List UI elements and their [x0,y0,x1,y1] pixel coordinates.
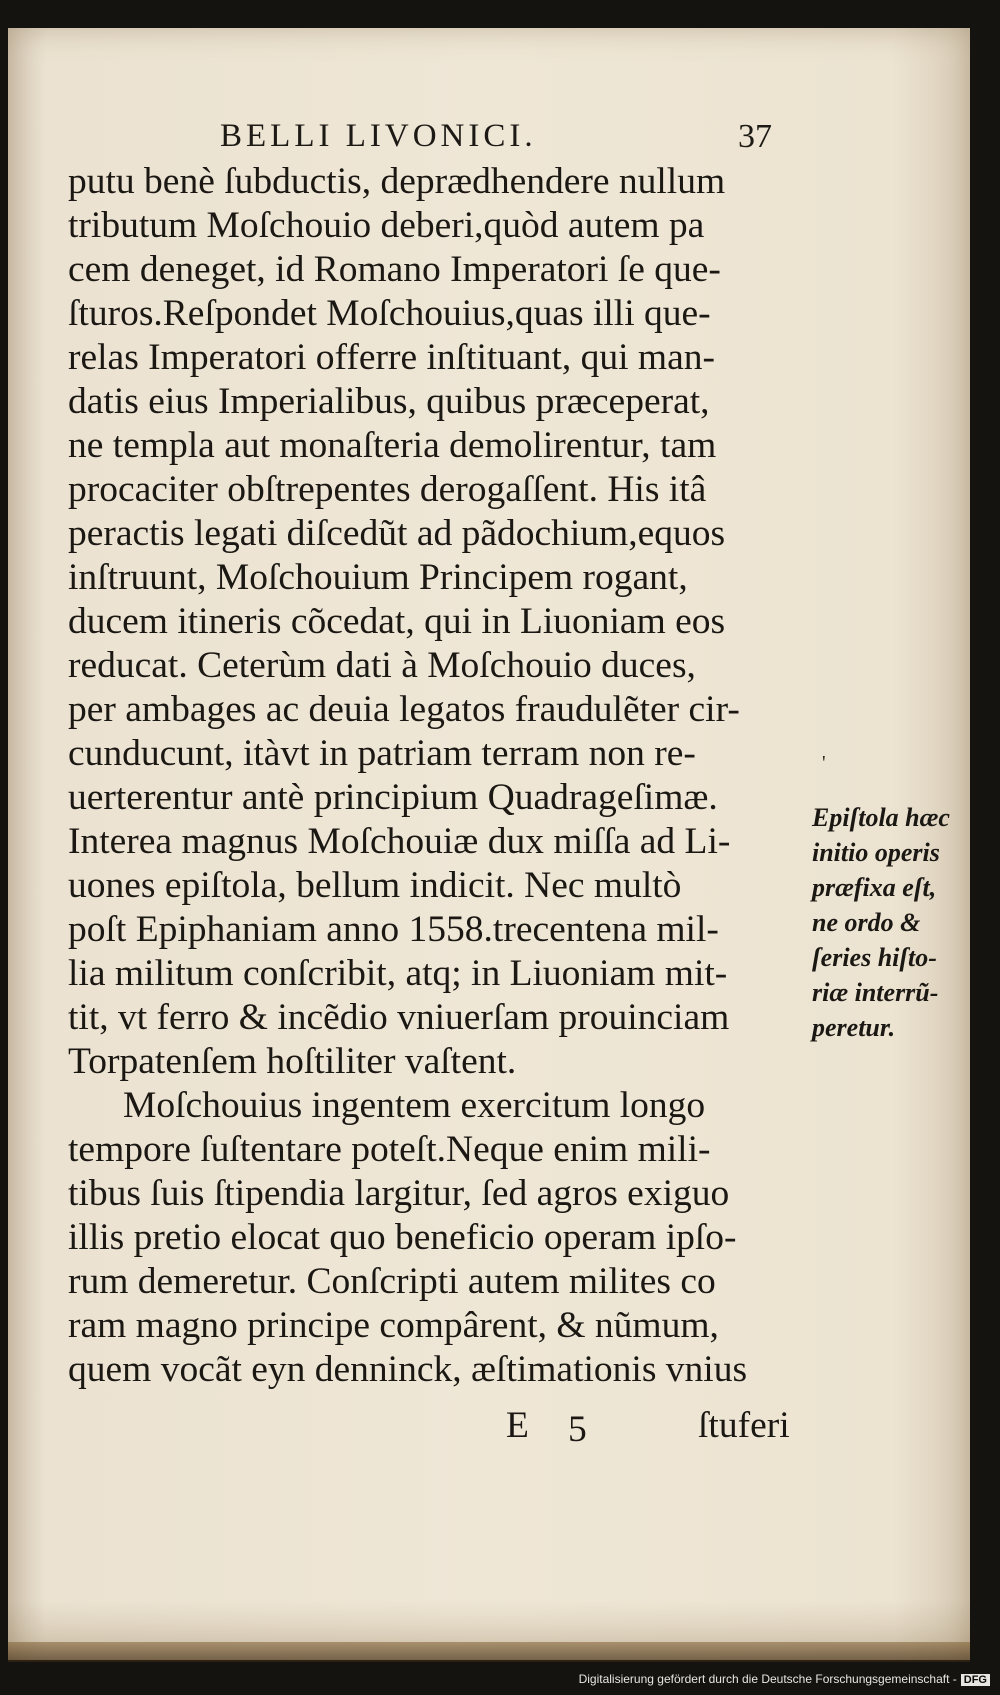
text-line: per ambages ac deuia legatos fraudulẽter cir- [68,689,740,730]
text-line: Interea magnus Moſchouiæ dux miſſa ad Li- [68,821,731,862]
margin-note-line: initio operis [812,838,940,867]
running-head: BELLI LIVONICI. [220,118,537,154]
text-line: datis eius Imperialibus, quibus præceperat, [68,381,710,422]
catchword: ſtuferi [698,1405,790,1446]
digitization-credit [0,1672,990,1692]
margin-note-line: Epiſtola hæc [812,803,950,832]
page-bottom-edge [8,1642,970,1662]
margin-note-line: ſeries hiſto- [812,943,937,972]
margin-note-line: præfixa eſt, [812,873,937,902]
text-line: ne templa aut monaſteria demolirentur, tam [68,425,717,466]
text-line: tit, vt ferro & incẽdio vniuerſam prouinciam [68,997,730,1038]
text-line: Torpatenſem hoſtiliter vaſtent. [68,1041,517,1082]
text-line: poſt Epiphaniam anno 1558.trecentena mil- [68,909,719,950]
dfg-logo: DFG [961,1674,990,1686]
page-number: 37 [738,118,772,155]
paragraph-first-line: Moſchouius ingentem exercitum longo [123,1085,706,1126]
text-line: uerterentur antè principium Quadrageſimæ. [68,777,718,818]
text-line: cem deneget, id Romano Imperatori ſe que- [68,249,721,290]
margin-note [812,800,972,1045]
text-line: cunducunt, itàvt in patriam terram non re- [68,733,696,774]
text-line: tempore ſuſtentare poteſt.Neque enim mili- [68,1129,711,1170]
text-line: tributum Moſchouio deberi,quòd autem pa [68,205,705,246]
text-line: inſtruunt, Moſchouium Principem rogant, [68,557,688,598]
main-text-block [68,160,808,1392]
margin-note-line: riæ interrũ- [812,978,939,1007]
signature-mark: E [506,1405,529,1446]
text-line: quem vocãt eyn denninck, æſtimationis vnius [68,1349,748,1390]
margin-tick-mark: ' [822,752,826,774]
text-line: ſturos.Reſpondet Moſchouius,quas illi que- [68,293,711,334]
text-line: tibus ſuis ſtipendia largitur, ſed agros exiguo [68,1173,730,1214]
text-line: rum demeretur. Conſcripti autem milites co [68,1261,716,1302]
margin-note-line: ne ordo & [812,908,921,937]
text-line: illis pretio elocat quo beneficio operam ipſo- [68,1217,737,1258]
text-line: reducat. Ceterùm dati à Moſchouio duces, [68,645,696,686]
text-line: relas Imperatori offerre inſtituant, qui man- [68,337,715,378]
text-line: lia militum conſcribit, atq; in Liuoniam mit- [68,953,728,994]
text-line: procaciter obſtrepentes derogaſſent. His itâ [68,469,707,510]
signature-number: 5 [568,1409,587,1450]
signature-line [68,1404,808,1448]
text-line: peractis legati diſcedũt ad pãdochium,equos [68,513,726,554]
credit-text: Digitalisierung gefördert durch die Deutsche Forschungsgemeinschaft - [578,1672,957,1686]
text-line: uones epiſtola, bellum indicit. Nec multò [68,865,682,906]
margin-note-line: peretur. [812,1013,896,1042]
text-line: putu benè ſubductis, deprædhendere nullum [68,161,726,202]
text-line: ducem itineris cõcedat, qui in Liuoniam eos [68,601,726,642]
text-line: ram magno principe compârent, & nũmum, [68,1305,719,1346]
